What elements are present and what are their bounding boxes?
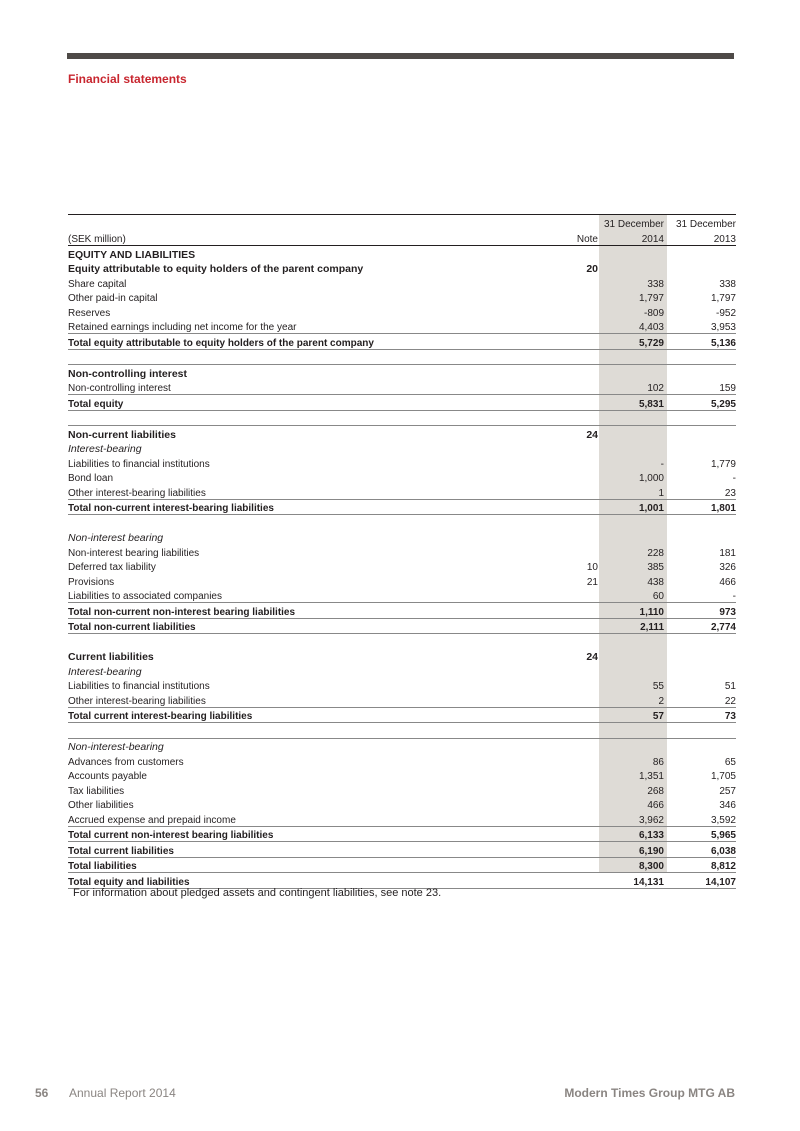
- row-value-2013: [667, 634, 736, 649]
- row-note: [546, 365, 599, 380]
- row-note: 21: [586, 576, 598, 588]
- row-value-2013: 23: [667, 484, 736, 499]
- row-label: Accounts payable: [68, 771, 147, 782]
- row-value-2013: 2,774: [667, 618, 736, 634]
- table-row: [68, 723, 736, 739]
- row-value-2013: [667, 349, 736, 365]
- row-label: Other interest-bearing liabilities: [68, 484, 546, 499]
- row-value-2013: 5,295: [667, 395, 736, 411]
- row-value-2014: [599, 723, 667, 739]
- row-value-2014: 228: [647, 547, 664, 559]
- table-row: [68, 842, 736, 858]
- header-row-dates: [68, 215, 736, 231]
- table-row: [68, 707, 736, 723]
- table-row: [68, 380, 736, 395]
- row-note: [546, 319, 599, 334]
- row-note: [546, 380, 599, 395]
- table-row: [68, 499, 736, 515]
- row-value-2014: 1,001: [599, 499, 667, 515]
- unit-label: (SEK million): [68, 230, 546, 246]
- row-value-2014: [599, 441, 667, 456]
- row-value-2013: -: [667, 588, 736, 603]
- table-row: [68, 395, 736, 411]
- table-row: [68, 319, 736, 334]
- row-label: Total current interest-bearing liabilities: [68, 707, 546, 723]
- row-value-2014: 5,831: [599, 395, 667, 411]
- row-value-2013: 51: [724, 681, 736, 692]
- row-value-2014: 57: [599, 707, 667, 723]
- row-value-2014: 1,351: [638, 771, 664, 782]
- row-value-2013: [667, 723, 736, 739]
- header-date-2014: 31 December: [599, 215, 667, 231]
- row-value-2013: [667, 261, 736, 276]
- row-value-2014: [599, 426, 667, 441]
- row-value-2013: 1,779: [710, 458, 736, 470]
- table-row: [68, 663, 736, 678]
- row-note: [546, 618, 599, 634]
- row-value-2013: 466: [719, 576, 736, 588]
- row-value-2013: [667, 365, 736, 380]
- row-note: [546, 246, 599, 261]
- table-row: [68, 692, 736, 707]
- table-row: [68, 484, 736, 499]
- row-label: Total non-current liabilities: [68, 618, 546, 634]
- row-value-2014: [599, 530, 667, 545]
- row-label: Non-interest-bearing: [68, 741, 164, 753]
- row-value-2014: 102: [599, 380, 667, 395]
- row-value-2013: [667, 246, 736, 261]
- row-value-2014: [599, 738, 667, 753]
- row-value-2014: -: [660, 458, 664, 470]
- balance-sheet-table: [68, 214, 736, 889]
- row-label: [68, 349, 546, 365]
- row-value-2013: [667, 515, 736, 530]
- report-title: Annual Report 2014: [69, 1086, 176, 1100]
- company-name: Modern Times Group MTG AB: [564, 1086, 735, 1100]
- table-row: [68, 826, 736, 842]
- row-note: [546, 588, 599, 603]
- row-label: EQUITY AND LIABILITIES: [68, 248, 196, 261]
- row-value-2013: [667, 426, 736, 441]
- row-label: Reserves: [68, 307, 111, 319]
- row-value-2014: 1: [599, 484, 667, 499]
- row-value-2014: [599, 649, 667, 664]
- row-value-2013: [667, 663, 736, 678]
- row-note: [546, 499, 599, 515]
- table-row: [68, 544, 736, 559]
- row-value-2013: 65: [724, 756, 736, 768]
- row-value-2013: [667, 649, 736, 664]
- footnote: For information about pledged assets and contingent liabilities, see note 23.: [73, 887, 442, 899]
- row-label: Provisions: [68, 576, 115, 588]
- row-note: [546, 692, 599, 707]
- row-note: [546, 768, 599, 783]
- row-value-2014: 385: [647, 562, 664, 573]
- row-label: [68, 634, 546, 649]
- row-value-2014: [599, 410, 667, 426]
- table-row: [68, 275, 736, 290]
- row-label: Share capital: [68, 278, 127, 290]
- row-note: [546, 441, 599, 456]
- row-note: [546, 738, 599, 753]
- row-label: Liabilities to financial institutions: [68, 681, 210, 692]
- table-row: [68, 588, 736, 603]
- table-row: [68, 559, 736, 574]
- row-value-2014: 14,131: [599, 873, 667, 889]
- row-value-2014: [599, 365, 667, 380]
- row-value-2014: 6,133: [599, 826, 667, 842]
- table-row: [68, 515, 736, 530]
- row-value-2013: 3,592: [667, 811, 736, 826]
- table-row: [68, 441, 736, 456]
- row-note: [546, 455, 599, 470]
- table-row: [68, 530, 736, 545]
- table-row: [68, 365, 736, 380]
- row-value-2014: 55: [652, 681, 664, 692]
- table-row: [68, 857, 736, 873]
- row-value-2013: -952: [715, 307, 736, 319]
- row-note: [546, 334, 599, 350]
- row-note: [546, 634, 599, 649]
- row-value-2013: [667, 441, 736, 456]
- row-value-2014: 3,962: [599, 811, 667, 826]
- row-value-2014: 2: [599, 692, 667, 707]
- row-value-2013: [667, 530, 736, 545]
- row-label: [68, 515, 546, 530]
- row-value-2013: 6,038: [667, 842, 736, 858]
- row-value-2013: 338: [719, 278, 736, 290]
- row-value-2013: [667, 738, 736, 753]
- row-value-2013: 1,801: [667, 499, 736, 515]
- table-row: [68, 410, 736, 426]
- row-note: [546, 723, 599, 739]
- row-label: Current liabilities: [68, 651, 154, 663]
- row-label: Total non-current interest-bearing liabilities: [68, 499, 546, 515]
- table-row: [68, 782, 736, 797]
- row-value-2014: 1,110: [599, 603, 667, 619]
- row-value-2013: -: [732, 473, 736, 484]
- table-row: [68, 738, 736, 753]
- row-value-2013: 73: [667, 707, 736, 723]
- balance-sheet-table-wrap: [68, 214, 736, 889]
- row-note: [546, 857, 599, 873]
- year-2014-header: 2014: [599, 230, 667, 246]
- row-note: [546, 304, 599, 319]
- page-number: 56: [35, 1086, 49, 1100]
- row-value-2014: -809: [643, 307, 664, 319]
- row-label: Interest-bearing: [68, 665, 142, 678]
- row-label: Bond loan: [68, 473, 114, 484]
- section-title: Financial statements: [68, 72, 187, 86]
- row-label: Advances from customers: [68, 756, 184, 768]
- header-row-years: [68, 230, 736, 246]
- row-value-2014: 338: [647, 278, 664, 290]
- row-note: [546, 290, 599, 305]
- row-note: 10: [586, 562, 598, 573]
- row-value-2013: 3,953: [667, 319, 736, 334]
- row-value-2013: 1,797: [710, 293, 736, 304]
- row-label: Equity attributable to equity holders of the parent company: [68, 263, 364, 275]
- row-label: Non-interest bearing: [68, 532, 164, 544]
- row-value-2014: 4,403: [599, 319, 667, 334]
- row-value-2013: [667, 410, 736, 426]
- row-note: [546, 484, 599, 499]
- table-row: [68, 768, 736, 783]
- row-value-2014: 60: [599, 588, 667, 603]
- row-note: [546, 678, 599, 693]
- row-label: Tax liabilities: [68, 785, 125, 797]
- row-note: [546, 753, 599, 768]
- table-row: [68, 873, 736, 889]
- row-note: [546, 826, 599, 842]
- row-label: Other interest-bearing liabilities: [68, 692, 546, 707]
- table-row: [68, 573, 736, 588]
- table-row: [68, 811, 736, 826]
- row-value-2013: 22: [667, 692, 736, 707]
- row-value-2014: 6,190: [599, 842, 667, 858]
- row-note: [546, 544, 599, 559]
- row-label: Deferred tax liability: [68, 562, 156, 573]
- row-note: [546, 782, 599, 797]
- row-value-2014: 5,729: [599, 334, 667, 350]
- row-note: 24: [586, 428, 598, 441]
- table-row: [68, 455, 736, 470]
- row-label: Interest-bearing: [68, 443, 142, 455]
- row-label: [68, 723, 546, 739]
- row-note: [546, 811, 599, 826]
- row-note: [546, 410, 599, 426]
- row-value-2013: 8,812: [667, 857, 736, 873]
- row-label: Total equity attributable to equity holders of the parent company: [68, 334, 546, 350]
- row-note: [546, 663, 599, 678]
- header-date-2013: 31 December: [667, 215, 736, 231]
- table-row: [68, 649, 736, 664]
- row-note: [546, 530, 599, 545]
- row-note: [546, 275, 599, 290]
- table-row: [68, 261, 736, 276]
- row-value-2013: 159: [667, 380, 736, 395]
- row-value-2014: 2,111: [599, 618, 667, 634]
- table-row: [68, 470, 736, 485]
- row-label: Liabilities to associated companies: [68, 588, 546, 603]
- row-value-2014: 86: [652, 756, 664, 768]
- row-value-2014: [599, 261, 667, 276]
- row-label: Other liabilities: [68, 800, 134, 811]
- row-note: [546, 603, 599, 619]
- row-label: Retained earnings including net income for the year: [68, 319, 546, 334]
- row-value-2014: 466: [647, 800, 664, 811]
- row-value-2014: [599, 663, 667, 678]
- row-value-2013: 14,107: [667, 873, 736, 889]
- row-note: 24: [586, 651, 598, 663]
- row-value-2013: 5,965: [667, 826, 736, 842]
- row-label: Accrued expense and prepaid income: [68, 811, 546, 826]
- row-value-2014: 1,000: [638, 473, 664, 484]
- table-row: [68, 797, 736, 812]
- row-label: [68, 410, 546, 426]
- row-label: Non-current liabilities: [68, 428, 176, 441]
- table-row: [68, 290, 736, 305]
- year-2013-header: 2013: [667, 230, 736, 246]
- table-row: [68, 246, 736, 261]
- row-label: Liabilities to financial institutions: [68, 458, 210, 470]
- table-row: [68, 304, 736, 319]
- row-value-2014: 1,797: [638, 293, 664, 304]
- row-value-2013: 346: [719, 800, 736, 811]
- row-label: Total liabilities: [68, 857, 546, 873]
- row-value-2014: 268: [647, 785, 664, 797]
- row-value-2014: [599, 515, 667, 530]
- table-row: [68, 426, 736, 441]
- row-label: Total equity and liabilities: [68, 873, 546, 889]
- row-label: Total current non-interest bearing liabilities: [68, 826, 546, 842]
- row-value-2014: [599, 349, 667, 365]
- row-note: [546, 842, 599, 858]
- note-header: Note: [546, 230, 599, 246]
- row-label: Non-controlling interest: [68, 380, 546, 395]
- row-value-2013: 181: [719, 547, 736, 559]
- table-row: [68, 618, 736, 634]
- row-value-2013: 257: [719, 785, 736, 797]
- row-label: Non-controlling interest: [68, 367, 187, 380]
- row-label: Total equity: [68, 395, 546, 411]
- row-note: [546, 873, 599, 889]
- row-note: [546, 515, 599, 530]
- table-row: [68, 334, 736, 350]
- row-value-2013: 5,136: [667, 334, 736, 350]
- table-row: [68, 678, 736, 693]
- row-value-2014: [599, 246, 667, 261]
- row-value-2014: 438: [647, 576, 664, 588]
- row-value-2013: 1,705: [710, 771, 736, 782]
- row-value-2014: 8,300: [599, 857, 667, 873]
- row-note: [546, 707, 599, 723]
- row-note: [546, 349, 599, 365]
- row-label: Non-interest bearing liabilities: [68, 547, 200, 559]
- table-row: [68, 603, 736, 619]
- row-value-2013: 326: [719, 562, 736, 573]
- row-value-2013: 973: [667, 603, 736, 619]
- table-row: [68, 753, 736, 768]
- row-label: Total non-current non-interest bearing liabilities: [68, 603, 546, 619]
- row-note: [546, 797, 599, 812]
- row-value-2014: [599, 634, 667, 649]
- top-rule: [67, 53, 734, 59]
- row-note: [546, 470, 599, 485]
- row-label: Total current liabilities: [68, 842, 546, 858]
- table-row: [68, 349, 736, 365]
- row-note: 20: [586, 263, 598, 275]
- table-row: [68, 634, 736, 649]
- row-label: Other paid-in capital: [68, 293, 158, 304]
- row-note: [546, 395, 599, 411]
